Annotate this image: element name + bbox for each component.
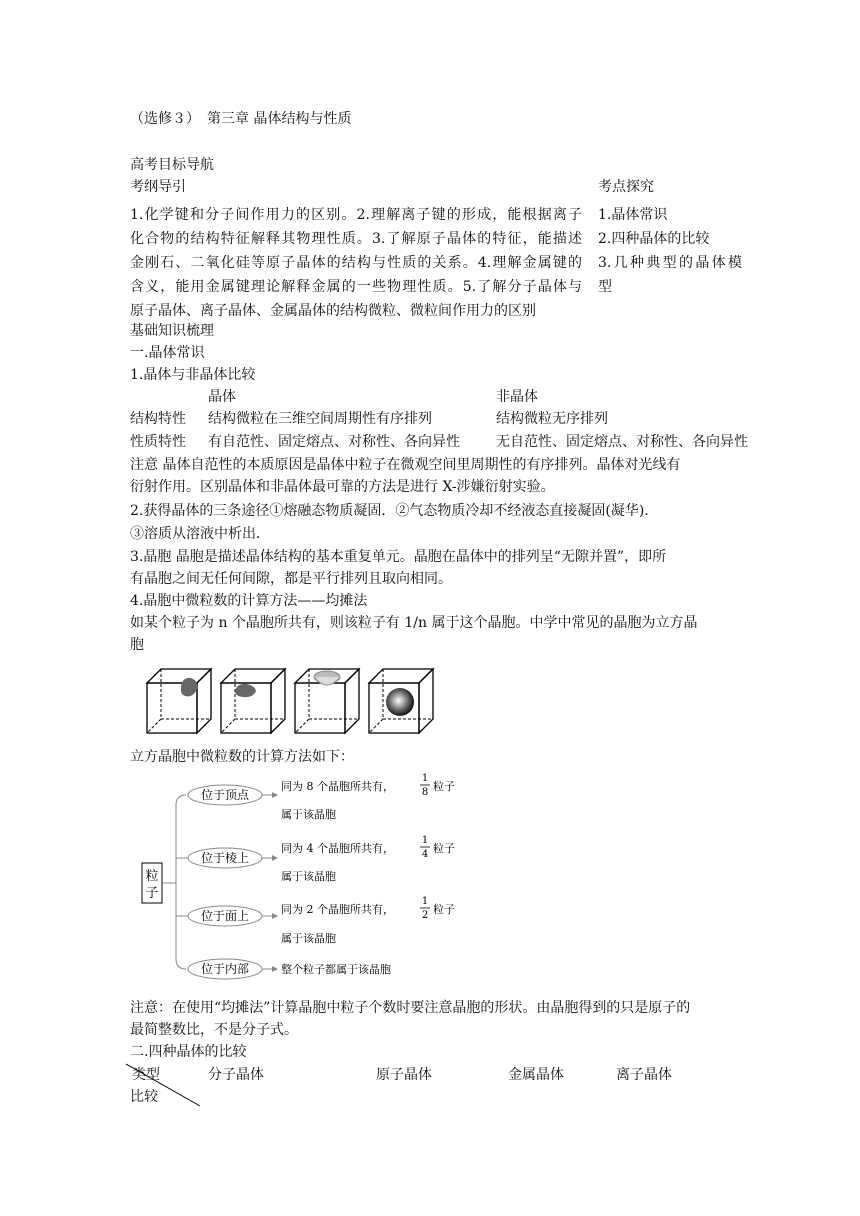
syllabus-line: 含义，能用金属键理论解释金属的一些物理性质。5.了解分子晶体与 (130, 279, 582, 295)
basics-title: 基础知识梳理 (130, 323, 214, 339)
tree-text: 粒子 (433, 842, 455, 855)
tree-text: 粒子 (433, 903, 455, 916)
cube-vertex-particle (147, 669, 211, 733)
key-point: 3.几种典型的晶体模 (598, 255, 742, 271)
counting-method-text: 如某个粒子为 n 个晶胞所共有，则该粒子有 1/n 属于这个晶胞。中学中常见的晶胞为立方晶 (130, 615, 698, 631)
tree-text: 同为 8 个晶胞所共有， (281, 780, 394, 793)
tree-text: 粒子 (433, 780, 455, 793)
page-title: （选修３） 第三章 晶体结构与性质 (130, 111, 352, 127)
table-corner-type: 类型 (132, 1067, 160, 1083)
syllabus-line: 原子晶体、离子晶体、金属晶体的结构微粒、微粒间作用力的区别 (130, 303, 536, 319)
tree-text: 整个粒子都属于该晶胞 (281, 963, 391, 976)
counting-method-text: 胞 (130, 637, 144, 653)
table-corner-compare: 比较 (130, 1089, 158, 1105)
tree-root-char: 粒 (145, 869, 159, 884)
row-label: 结构特性 (130, 411, 186, 427)
subheading-comparison: 1.晶体与非晶体比较 (130, 367, 256, 383)
key-point: 1.晶体常识 (598, 207, 668, 223)
row-label: 性质特性 (130, 434, 186, 450)
cube-interior-particle (369, 669, 433, 733)
tree-node-interior: 位于内部 (200, 962, 250, 976)
note-text: 注意：在使用“均摊法”计算晶胞中粒子个数时要注意晶胞的形状。由晶胞得到的只是原子的 (130, 1000, 691, 1016)
note-text: 最简整数比，不是分子式。 (130, 1022, 298, 1038)
method-text: ③溶质从溶液中析出． (130, 526, 270, 542)
key-point: 2.四种晶体的比较 (598, 231, 710, 247)
fraction-denominator: 4 (421, 849, 429, 860)
column-header-syllabus: 考纲导引 (130, 179, 186, 195)
tree-node-vertex: 位于顶点 (200, 788, 250, 802)
table-header-ionic: 离子晶体 (616, 1067, 672, 1083)
column-header-amorphous: 非晶体 (496, 389, 538, 405)
counting-method-title: 4.晶胞中微粒数的计算方法——均摊法 (130, 593, 368, 609)
syllabus-line: 化合物的结构特征解释其物理性质。3.了解原子晶体的特征，能描述 (130, 231, 582, 247)
note-text: 衍射作用。区别晶体和非晶体最可靠的方法是进行 X-涉嫌衍射实验。 (130, 479, 555, 495)
tree-text: 属于该晶胞 (281, 870, 336, 883)
crystal-cell: 结构微粒在三维空间周期性有序排列 (208, 411, 432, 427)
fraction-numerator: 1 (421, 896, 429, 907)
crystal-cell: 有自范性、固定熔点、对称性、各向异性 (208, 434, 460, 450)
key-points (598, 203, 742, 299)
amorphous-cell: 无自范性、固定熔点、对称性、各向异性 (496, 434, 748, 450)
section-title: 高考目标导航 (130, 157, 214, 173)
tree-root-char: 子 (145, 886, 159, 901)
fraction-denominator: 2 (421, 910, 429, 921)
unit-cell-cubes-figure (145, 665, 445, 740)
fraction-numerator: 1 (421, 773, 429, 784)
key-point: 型 (598, 279, 612, 295)
part-one-heading: 一.晶体常识 (130, 345, 205, 361)
unit-cell-text: 3.晶胞 晶胞是描述晶体结构的基本重复单元。晶胞在晶体中的排列呈“无隙并置”，即所 (130, 549, 667, 565)
tree-text: 同为 4 个晶胞所共有， (281, 842, 394, 855)
cube-edge-particle (221, 669, 285, 733)
tree-node-face: 位于面上 (200, 909, 250, 923)
column-header-crystal: 晶体 (208, 389, 236, 405)
tree-text: 属于该晶胞 (281, 808, 336, 821)
column-header-points: 考点探究 (598, 179, 654, 195)
cube-face-particle (295, 669, 359, 733)
cubic-cell-intro: 立方晶胞中微粒数的计算方法如下： (130, 749, 354, 765)
part-two-heading: 二.四种晶体的比较 (130, 1044, 247, 1060)
syllabus-text (130, 203, 582, 323)
syllabus-line: 金刚石、二氧化硅等原子晶体的结构与性质的关系。4.理解金属键的 (130, 255, 582, 271)
table-header-metallic: 金属晶体 (508, 1067, 564, 1083)
amorphous-cell: 结构微粒无序排列 (496, 411, 608, 427)
note-text: 注意 晶体自范性的本质原因是晶体中粒子在微观空间里周期性的有序排列。晶体对光线有 (130, 457, 681, 473)
method-text: 2.获得晶体的三条途径①熔融态物质凝固．②气态物质冷却不经液态直接凝固(凝华). (130, 503, 649, 519)
counting-tree-diagram (140, 768, 480, 988)
fraction-denominator: 8 (421, 787, 429, 798)
fraction-numerator: 1 (421, 835, 429, 846)
tree-node-edge: 位于棱上 (200, 851, 250, 865)
tree-text: 同为 2 个晶胞所共有， (281, 903, 394, 916)
table-header-molecular: 分子晶体 (208, 1067, 264, 1083)
table-header-atomic: 原子晶体 (376, 1067, 432, 1083)
syllabus-line: 1.化学键和分子间作用力的区别。2.理解离子键的形成，能根据离子 (130, 207, 582, 223)
tree-text: 属于该晶胞 (281, 932, 336, 945)
unit-cell-text: 有晶胞之间无任何间隙，都是平行排列且取向相同。 (130, 571, 452, 587)
